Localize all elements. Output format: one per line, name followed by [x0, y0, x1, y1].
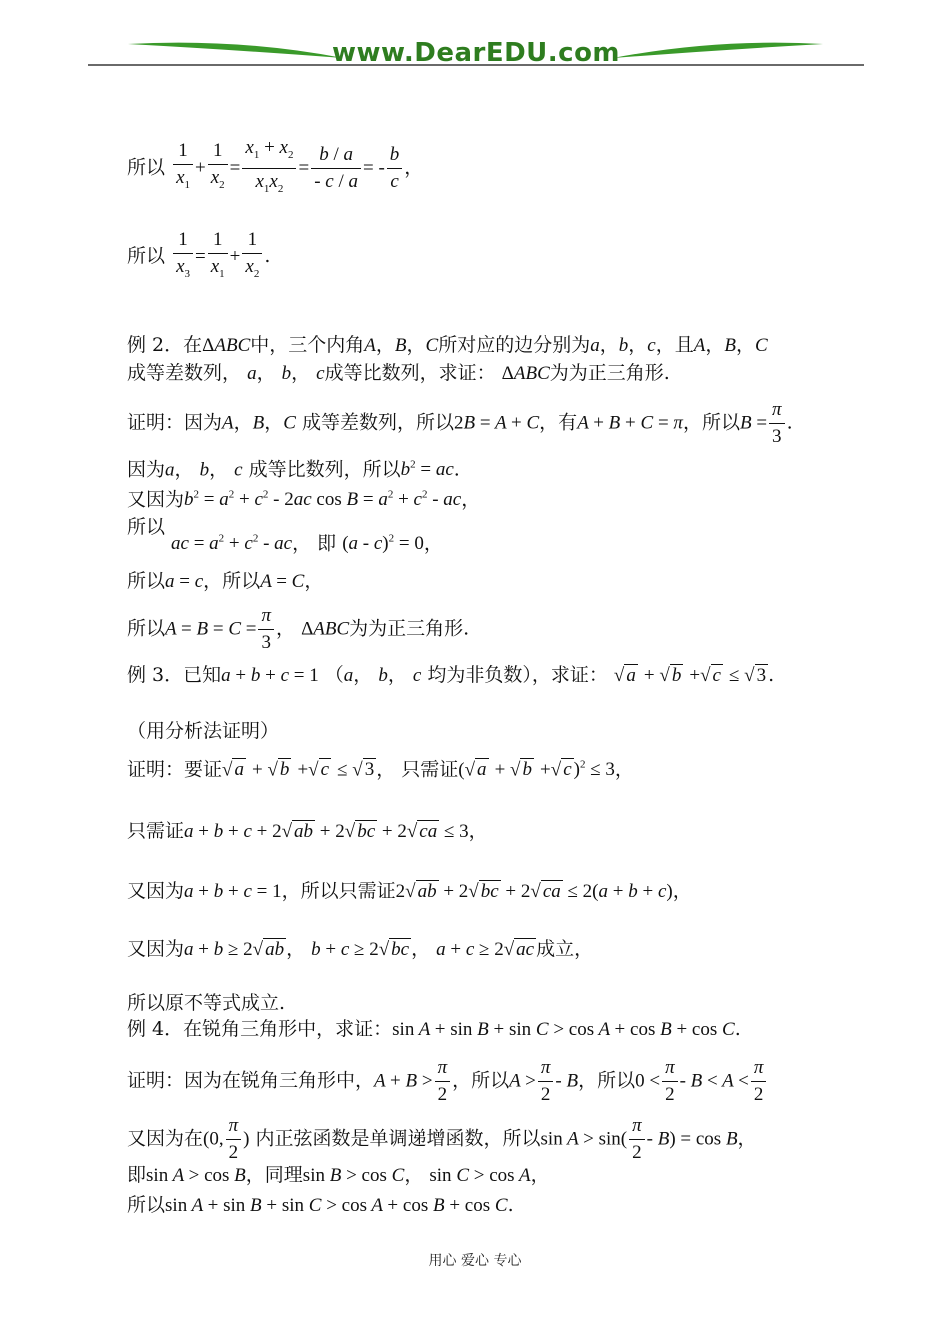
proof-3-end: 所以原不等式成立.	[127, 992, 286, 1014]
proof-4-line-3: 即sin A > cos B，同理sin B > cos C， sin C > cos A，	[127, 1164, 550, 1186]
proof-2-line-4: 所以	[127, 516, 166, 538]
proof-4-line-2: 又因为在(0, $\frac{\pi}{2}$ ) 内正弦函数是单调递增函数，所以sin A > sin( $\frac{\pi}{2}$ - B) = cos B，	[127, 1115, 757, 1163]
example-4-line-1: 例 4．在锐角三角形中，求证：sin A + sin B + sin C > cos A + cos B + cos C.	[127, 1018, 741, 1040]
line-conclusion-x3: 所以 $\frac{1}{x_3}$ = $\frac{1}{x_1}$ + $\frac{1}{x_2}$ .	[127, 229, 271, 280]
example-2-line-2: 成等差数列， a， b， c成等比数列，求证： ΔABC为为正三角形.	[127, 362, 670, 384]
example-3-line-1: 例 3．已知a + b + c = 1 （a， b， c 均为非负数），求证： √ a + √ b +√ c ≤ √ 3 .	[127, 664, 775, 686]
proof-2-line-4-math: ac = $a^2 + c^2$ - ac， 即 (a - c)$^2$ = 0，	[171, 532, 443, 555]
example-2-line-1: 例 2．在ΔABC中，三个内角A，B，C所对应的边分别为a，b，c，且A，B，C	[127, 334, 768, 356]
proof-3-line-4: 又因为a + b ≥ 2√ ab ， b + c ≥ 2√ bc ， a + c ≥ 2√ ac 成立，	[127, 938, 594, 960]
page-footer: 用心 爱心 专心	[428, 1253, 522, 1269]
proof-2-line-3: 又因为$b^2 = a^2 + c^2 - 2ac$ $\cos B = a^2 + c^2$ - ac，	[127, 488, 481, 511]
proof-4-line-1: 证明：因为在锐角三角形中，A + B > $\frac{\pi}{2}$ ，所以A > $\frac{\pi}{2}$ - B，所以0 < $\frac{\pi}{2}$ - B < A < $\frac{\pi}{2}$	[127, 1058, 768, 1105]
proof-3-line-3: 又因为a + b + c = 1，所以只需证2√ ab + 2√ bc + 2√ ca ≤ 2(a + b + c)，	[127, 880, 692, 902]
site-name: www.DearEDU.com	[331, 38, 621, 68]
proof-3-line-1: 证明：要证√ a + √ b +√ c ≤ √ 3 ， 只需证(√ a + √ b +√ c )$^2$ ≤ 3，	[127, 758, 634, 781]
proof-2-line-2: 因为a， b， c 成等比数列，所以$b^2$ = ac.	[127, 458, 460, 481]
proof-4-line-4: 所以sin A + sin B + sin C > cos A + cos B + cos C.	[127, 1194, 514, 1216]
proof-2-line-6: 所以A = B = C = $\frac{\pi}{3}$ ， ΔABC为为正三角形.	[127, 605, 470, 653]
proof-3-line-2: 只需证a + b + c + 2√ ab + 2√ bc + 2√ ca ≤ 3，	[127, 820, 488, 842]
proof-2-line-5: 所以a = c，所以A = C，	[127, 570, 324, 592]
line-sum-reciprocal: 所以 $\frac{1}{x_1}$ + $\frac{1}{x_2}$ = $\frac{x_1 + x_2}{x_1x_2}$ = $\frac{b / a}{- c / a}$ = - $\frac{b}{c}$ ，	[127, 137, 424, 195]
example-3-method: （用分析法证明）	[127, 720, 280, 742]
page-header	[88, 32, 864, 72]
proof-2-line-1: 证明：因为A，B，C 成等差数列，所以2B = A + C，有A + B + C = π，所以B = $\frac{\pi}{3}$ .	[127, 399, 793, 447]
